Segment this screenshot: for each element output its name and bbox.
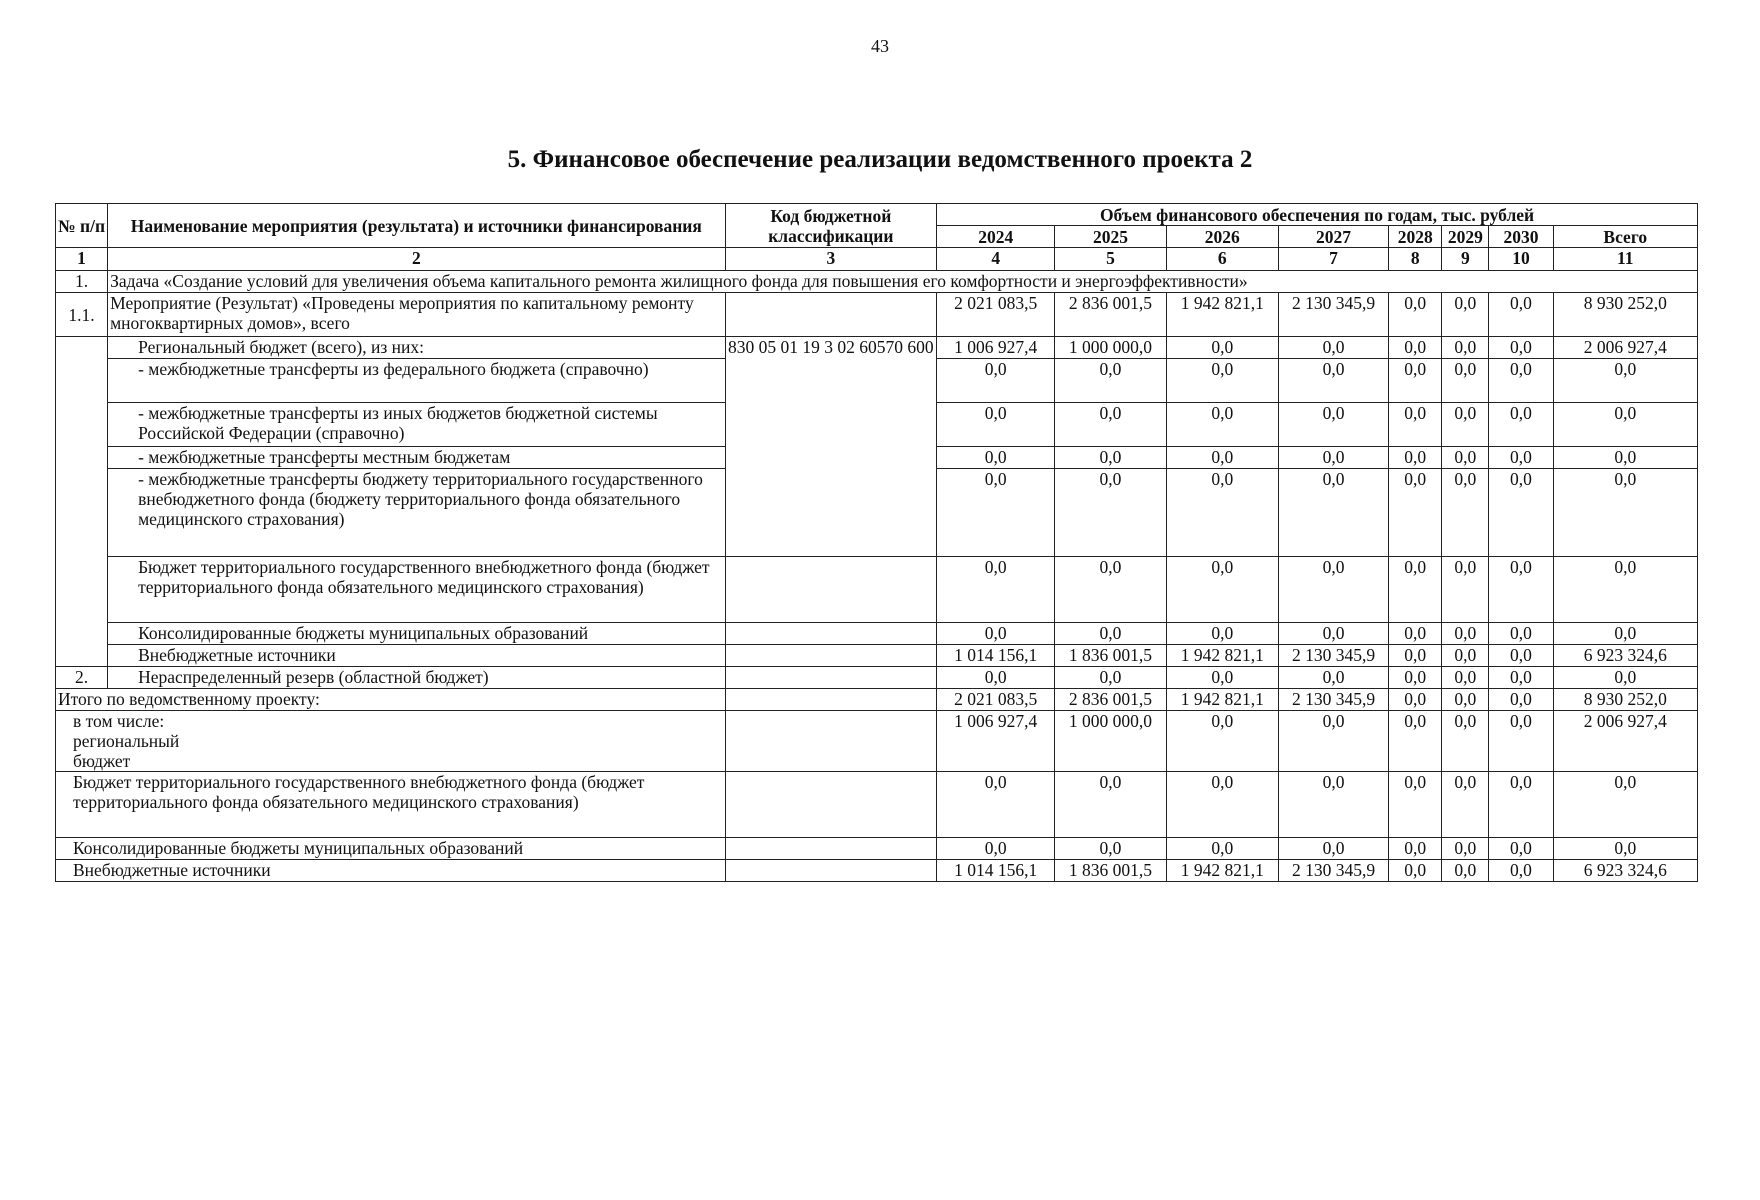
value-cell: 0,0 (1389, 403, 1442, 447)
measure-code-cell (725, 293, 937, 337)
value-cell: 0,0 (1055, 667, 1166, 689)
empty-code-cell (725, 711, 937, 772)
header-code: Код бюджетной классификации (725, 204, 937, 248)
value-cell: 1 942 821,1 (1166, 689, 1278, 711)
value-cell: 0,0 (1442, 667, 1489, 689)
value-cell: 0,0 (1553, 403, 1697, 447)
total-name: Итого по ведомственному проекту: (56, 689, 726, 711)
value-cell: 0,0 (1389, 711, 1442, 772)
value-cell: 0,0 (1442, 711, 1489, 772)
value-cell: 0,0 (1055, 447, 1166, 469)
value-cell: 0,0 (1442, 772, 1489, 838)
table-row (56, 337, 1698, 359)
row-name: - межбюджетные трансферты из иных бюджетов бюджетной системы Российской Федерации (справочно) (108, 403, 725, 447)
total-name: Консолидированные бюджеты муниципальных образований (56, 838, 726, 860)
header-year: 2025 (1055, 226, 1166, 248)
value-cell: 0,0 (1489, 667, 1553, 689)
column-index: 3 (725, 248, 937, 271)
value-cell: 0,0 (937, 623, 1055, 645)
value-cell: 0,0 (1166, 838, 1278, 860)
value-cell: 1 000 000,0 (1055, 337, 1166, 359)
value-cell: 0,0 (1278, 403, 1388, 447)
value-cell: 0,0 (1166, 557, 1278, 623)
value-cell: 0,0 (1489, 359, 1553, 403)
value-cell: 0,0 (937, 557, 1055, 623)
value-cell: 0,0 (1553, 838, 1697, 860)
value-cell: 2 130 345,9 (1278, 293, 1388, 337)
value-cell: 0,0 (1489, 711, 1553, 772)
value-cell: 2 836 001,5 (1055, 293, 1166, 337)
value-cell: 0,0 (1278, 359, 1388, 403)
measure-num: 1.1. (56, 293, 108, 337)
task-num: 1. (56, 271, 108, 293)
value-cell: 0,0 (937, 403, 1055, 447)
row-name: - межбюджетные трансферты местным бюджетам (108, 447, 725, 469)
value-cell: 1 836 001,5 (1055, 645, 1166, 667)
empty-code-cell (725, 689, 937, 711)
page-number: 43 (871, 36, 889, 56)
value-cell: 0,0 (1442, 838, 1489, 860)
value-cell: 0,0 (1489, 403, 1553, 447)
value-cell: 1 014 156,1 (937, 860, 1055, 882)
value-cell: 0,0 (1389, 337, 1442, 359)
total-row (56, 711, 1698, 772)
empty-code-cell (725, 645, 937, 667)
reserve-row (56, 667, 1698, 689)
column-index: 8 (1389, 248, 1442, 271)
value-cell: 0,0 (1389, 645, 1442, 667)
measure-row (56, 293, 1698, 337)
value-cell: 0,0 (1166, 469, 1278, 557)
value-cell: 0,0 (1166, 337, 1278, 359)
value-cell: 1 006 927,4 (937, 711, 1055, 772)
value-cell: 8 930 252,0 (1553, 689, 1697, 711)
value-cell: 0,0 (1389, 623, 1442, 645)
value-cell: 2 130 345,9 (1278, 645, 1388, 667)
table-row (56, 623, 1698, 645)
total-name: в том числе: региональный бюджет (56, 711, 726, 772)
row-name: Бюджет территориального государственного внебюджетного фонда (бюджет территориального фонда обязательного медицинского страхования) (108, 557, 725, 623)
value-cell: 0,0 (937, 359, 1055, 403)
value-cell: 0,0 (1489, 860, 1553, 882)
value-cell: 0,0 (1489, 337, 1553, 359)
column-index: 5 (1055, 248, 1166, 271)
column-index: 1 (56, 248, 108, 271)
total-row (56, 860, 1698, 882)
value-cell: 1 942 821,1 (1166, 293, 1278, 337)
header-name: Наименование мероприятия (результата) и источники финансирования (108, 204, 725, 248)
header-volume: Объем финансового обеспечения по годам, тыс. рублей (937, 204, 1698, 226)
reserve-num: 2. (56, 667, 108, 689)
empty-code-cell (725, 623, 937, 645)
value-cell: 0,0 (1489, 689, 1553, 711)
header-total: Всего (1553, 226, 1697, 248)
value-cell: 6 923 324,6 (1553, 860, 1697, 882)
header-row-1 (56, 204, 1698, 226)
header-year: 2024 (937, 226, 1055, 248)
value-cell: 0,0 (1442, 645, 1489, 667)
value-cell: 0,0 (1278, 557, 1388, 623)
row-name: Консолидированные бюджеты муниципальных образований (108, 623, 725, 645)
value-cell: 0,0 (1489, 447, 1553, 469)
value-cell: 0,0 (1278, 337, 1388, 359)
value-cell: 0,0 (1389, 469, 1442, 557)
column-index: 11 (1553, 248, 1697, 271)
value-cell: 0,0 (1166, 447, 1278, 469)
value-cell: 0,0 (1166, 403, 1278, 447)
value-cell: 1 942 821,1 (1166, 645, 1278, 667)
value-cell: 0,0 (1389, 557, 1442, 623)
value-cell: 0,0 (1278, 469, 1388, 557)
value-cell: 0,0 (1442, 469, 1489, 557)
value-cell: 0,0 (937, 447, 1055, 469)
task-text: Задача «Создание условий для увеличения объема капитального ремонта жилищного фонда для повышения его комфортности и энергоэффективности» (108, 271, 1698, 293)
financing-table (55, 203, 1698, 882)
value-cell: 0,0 (1553, 557, 1697, 623)
value-cell: 0,0 (1055, 838, 1166, 860)
value-cell: 0,0 (1553, 772, 1697, 838)
value-cell: 0,0 (1489, 293, 1553, 337)
value-cell: 0,0 (1278, 447, 1388, 469)
value-cell: 0,0 (1166, 359, 1278, 403)
value-cell: 0,0 (937, 667, 1055, 689)
value-cell: 0,0 (1166, 667, 1278, 689)
table-row (56, 645, 1698, 667)
value-cell: 8 930 252,0 (1553, 293, 1697, 337)
value-cell: 0,0 (1489, 623, 1553, 645)
value-cell: 0,0 (1489, 469, 1553, 557)
header-year: 2030 (1489, 226, 1553, 248)
row-name: - межбюджетные трансферты из федерального бюджета (справочно) (108, 359, 725, 403)
total-row (56, 772, 1698, 838)
total-row (56, 689, 1698, 711)
value-cell: 1 000 000,0 (1055, 711, 1166, 772)
value-cell: 0,0 (1166, 623, 1278, 645)
total-name: Бюджет территориального государственного внебюджетного фонда (бюджет территориального фонда обязательного медицинского страхования) (56, 772, 726, 838)
value-cell: 0,0 (937, 838, 1055, 860)
header-year: 2027 (1278, 226, 1388, 248)
value-cell: 2 130 345,9 (1278, 689, 1388, 711)
value-cell: 0,0 (1442, 359, 1489, 403)
value-cell: 0,0 (1055, 772, 1166, 838)
value-cell: 0,0 (937, 469, 1055, 557)
value-cell: 0,0 (1553, 667, 1697, 689)
total-row (56, 838, 1698, 860)
empty-code-cell (725, 860, 937, 882)
value-cell: 2 130 345,9 (1278, 860, 1388, 882)
value-cell: 0,0 (1278, 623, 1388, 645)
value-cell: 0,0 (1278, 667, 1388, 689)
value-cell: 0,0 (937, 772, 1055, 838)
table-row (56, 557, 1698, 623)
empty-code-cell (725, 667, 937, 689)
value-cell: 0,0 (1389, 667, 1442, 689)
value-cell: 2 021 083,5 (937, 293, 1055, 337)
value-cell: 1 014 156,1 (937, 645, 1055, 667)
value-cell: 6 923 324,6 (1553, 645, 1697, 667)
value-cell: 0,0 (1442, 557, 1489, 623)
row-name: Внебюджетные источники (108, 645, 725, 667)
value-cell: 0,0 (1389, 293, 1442, 337)
value-cell: 0,0 (1055, 557, 1166, 623)
column-index-row (56, 248, 1698, 271)
value-cell: 1 942 821,1 (1166, 860, 1278, 882)
value-cell: 1 006 927,4 (937, 337, 1055, 359)
column-index: 9 (1442, 248, 1489, 271)
value-cell: 0,0 (1278, 838, 1388, 860)
value-cell: 0,0 (1553, 447, 1697, 469)
column-index: 7 (1278, 248, 1388, 271)
value-cell: 0,0 (1553, 359, 1697, 403)
value-cell: 0,0 (1389, 359, 1442, 403)
column-index: 6 (1166, 248, 1278, 271)
task-row (56, 271, 1698, 293)
value-cell: 0,0 (1055, 403, 1166, 447)
value-cell: 1 836 001,5 (1055, 860, 1166, 882)
header-year: 2029 (1442, 226, 1489, 248)
column-index: 2 (108, 248, 725, 271)
value-cell: 0,0 (1442, 293, 1489, 337)
value-cell: 0,0 (1055, 359, 1166, 403)
value-cell: 2 006 927,4 (1553, 711, 1697, 772)
value-cell: 0,0 (1442, 447, 1489, 469)
value-cell: 0,0 (1389, 860, 1442, 882)
reserve-name: Нераспределенный резерв (областной бюджет) (108, 667, 725, 689)
header-year: 2026 (1166, 226, 1278, 248)
value-cell: 0,0 (1442, 623, 1489, 645)
column-index: 10 (1489, 248, 1553, 271)
value-cell: 0,0 (1389, 447, 1442, 469)
column-index: 4 (937, 248, 1055, 271)
section-title: 5. Финансовое обеспечение реализации ведомственного проекта 2 (507, 146, 1253, 173)
merged-num-cell (56, 337, 108, 667)
header-year: 2028 (1389, 226, 1442, 248)
empty-code-cell (725, 772, 937, 838)
value-cell: 0,0 (1489, 645, 1553, 667)
value-cell: 0,0 (1489, 557, 1553, 623)
empty-code-cell (725, 838, 937, 860)
value-cell: 0,0 (1166, 711, 1278, 772)
budget-code: 830 05 01 19 3 02 60570 600 (725, 337, 937, 557)
value-cell: 0,0 (1278, 772, 1388, 838)
value-cell: 0,0 (1489, 838, 1553, 860)
value-cell: 2 021 083,5 (937, 689, 1055, 711)
value-cell: 0,0 (1442, 689, 1489, 711)
value-cell: 0,0 (1442, 403, 1489, 447)
empty-code-cell (725, 557, 937, 623)
measure-name: Мероприятие (Результат) «Проведены мероприятия по капитальному ремонту многоквартирных домов», всего (108, 293, 725, 337)
value-cell: 2 006 927,4 (1553, 337, 1697, 359)
value-cell: 0,0 (1389, 772, 1442, 838)
value-cell: 0,0 (1442, 337, 1489, 359)
value-cell: 0,0 (1055, 623, 1166, 645)
value-cell: 0,0 (1442, 860, 1489, 882)
row-name: - межбюджетные трансферты бюджету территориального государственного внебюджетного фонда (бюджету территориального фонда обязательного медицинского страхования) (108, 469, 725, 557)
row-name: Региональный бюджет (всего), из них: (108, 337, 725, 359)
value-cell: 0,0 (1489, 772, 1553, 838)
value-cell: 0,0 (1389, 838, 1442, 860)
value-cell: 0,0 (1278, 711, 1388, 772)
value-cell: 0,0 (1389, 689, 1442, 711)
value-cell: 0,0 (1166, 772, 1278, 838)
value-cell: 0,0 (1553, 623, 1697, 645)
value-cell: 2 836 001,5 (1055, 689, 1166, 711)
total-name: Внебюджетные источники (56, 860, 726, 882)
value-cell: 0,0 (1553, 469, 1697, 557)
value-cell: 0,0 (1055, 469, 1166, 557)
header-num: № п/п (56, 204, 108, 248)
